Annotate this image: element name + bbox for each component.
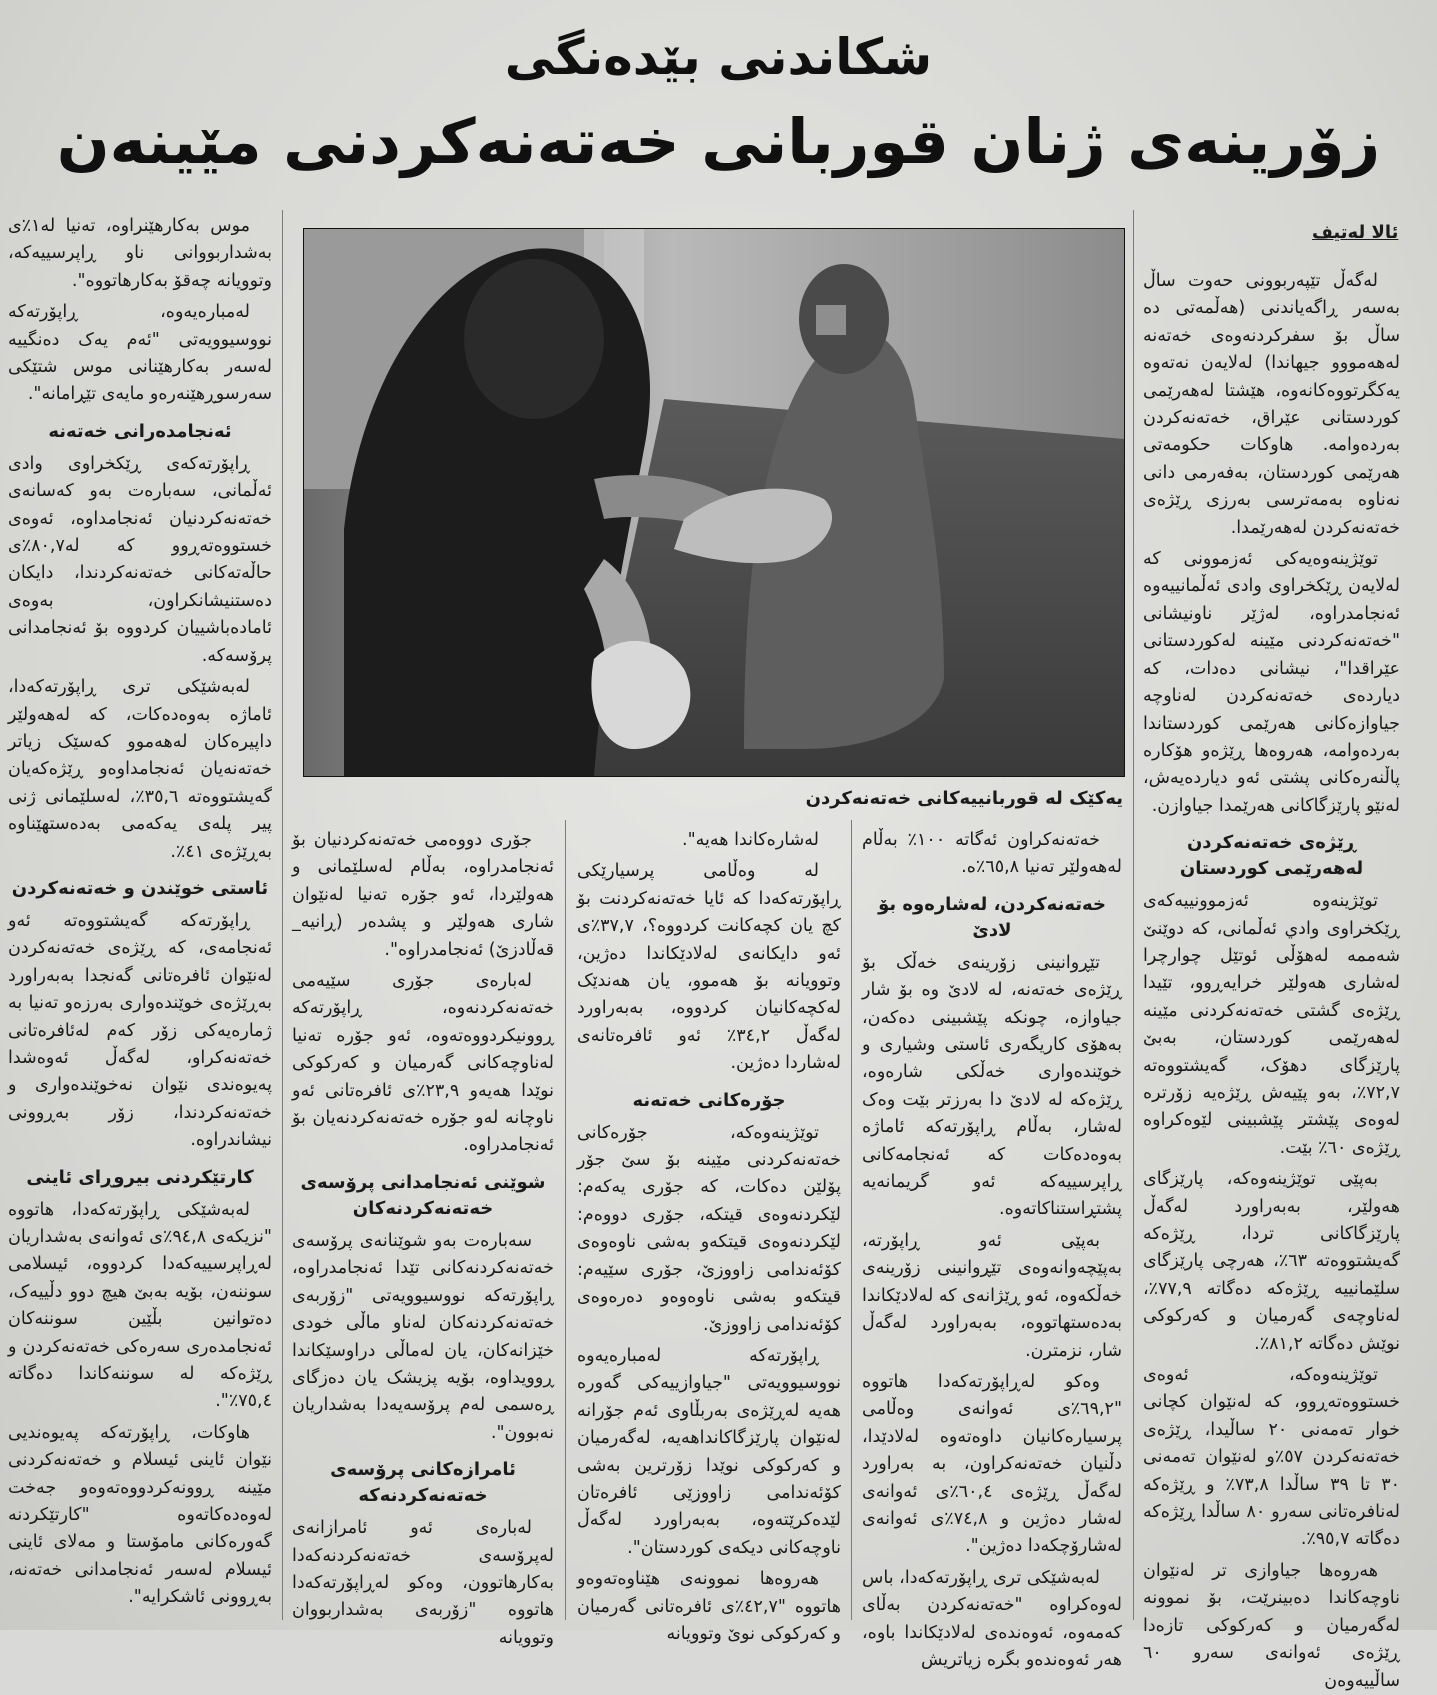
- paragraph: لەبەشێکی تری ڕاپۆرتەکەدا، ئاماژە بەوەدەکات، کە لەهەولێر داپیرەکان لەهەموو کەسێک زیاتر خەتەنەیان ئەنجامداوەو ڕێژەکەیان گەیشتووەتە ٣٥,٦٪، لەسلێمانی ژنی پیر پلەی یەکەمی بەدەستهێناوە بەڕێژەی ٤١٪.: [8, 677, 272, 862]
- photo-illustration: [304, 229, 1124, 776]
- section-heading: ڕێژەی خەتەنەکردن لەهەرێمی کوردستان: [1179, 832, 1364, 880]
- section-heading: کارتێکردنی بیروڕای ئاینی: [26, 1166, 254, 1188]
- paragraph: لەبەشێکی تری ڕاپۆرتەکەدا، باس لەوەکراوە "خەتەنەکردن بەڵای کەمەوە، ئەوەندەی لەلادێکاندا باوە، هەر ئەوەندەو بگرە زیاتریش: [862, 1567, 1122, 1670]
- paragraph: لەبارەی جۆری سێیەمی خەتەنەکردنەوە، ڕاپۆرتەکە ڕوونیکردووەتەوە، ئەو جۆرە تەنیا لەناوچەکانی گەرمیان و کەرکوکی نوێدا هەیەو ٢٣,٩٪ی ئافرەتانی ئەو ناوچانە لەو جۆرە خەتەنەکردنەیان بۆ ئەنجامدراوە.: [292, 971, 554, 1156]
- headline-line-1: شکاندنی بێدەنگی: [504, 28, 933, 86]
- paragraph: هاوکات، ڕاپۆرتەکە پەیوەندیی نێوان ئاینی ئیسلام و خەتەنەکردنی مێینە ڕوونەکردووەتەوەو جەخت لەوەدەکاتەوە "کارتێکردنە گەورەکانی مامۆستا و مەلای ئاینی ئیسلام لەسەر ئەنجامدانی خەتەنە، بەڕوونی ئاشکرایە".: [8, 1422, 272, 1608]
- section-heading: ئەنجامدەرانی خەتەنە: [48, 420, 232, 442]
- headline-line-2: زۆرینەی ژنان قوربانی خەتەنەکردنی مێینەن: [56, 105, 1381, 178]
- paragraph: لەگەڵ تێپەربوونی حەوت ساڵ بەسەر ڕاگەیاندنی (هەڵمەتی دە ساڵ بۆ سفرکردنەوەی خەتەنە لەهەمووو جیهاندا) لەلایەن نەتەوە یەکگرتووەکانەوە، هێشتا لەهەرێمی کوردستانی عێراق، خەتەنەکردن بەردەوامە. هاوکات حکومەتی هەرێمی کوردستان، بەفەرمی دانی نەناوە بەمەترسی بەرزی ڕێژەی خەتەنەکردن لەهەرێمدا.: [1143, 271, 1400, 538]
- article-column-5: [8, 213, 272, 1623]
- paragraph: هەروەها جیاوازی تر لەنێوان ناوچەکاندا دەبینرێت، بۆ نموونە لەگەرمیان و کەرکوکی تازەدا ڕێژەی ئەوانەی سەرو ٦٠ ساڵییەوەن: [1143, 1560, 1400, 1691]
- paragraph: توێژینەوە ئەزموونییەکەی ڕێکخراوی وادي ئەڵمانی، کە دوێنێ شەممە لەهۆڵی ئوتێل چوارچرا لەشاری هەولێر خرایەڕوو، تێیدا ڕێژەی گشتی خەتەنەکردنی مێینە لەهەرێمی کوردستان، بەبێ پارێزگای دهۆک، گەیشتووەتە ٧٢,٧٪، بەو پێیەش ڕێژەیە زۆرترە لەوەی پێشتر پێشبینی لێوەکراوە ڕێژەی ٦٠٪ بێت.: [1143, 891, 1400, 1158]
- paragraph: هەروەها نموونەی هێناوەتەوەو هاتووە "٤٢,٧٪ی ئافرەتانی گەرمیان و کەرکوکی نوێ وتوویانە: [577, 1569, 841, 1644]
- paragraph: لەبارەی ئەو ئامرازانەی لەپرۆسەی خەتەنەکردنەکەدا بەکارهاتوون، وەکو لەڕاپۆرتەکەدا هاتووە "زۆربەی بەشداربووان وتوویانە: [292, 1518, 554, 1648]
- section-heading: خەتەنەکردن، لەشارەوە بۆ لادێ: [878, 893, 1106, 941]
- column-rule: [282, 210, 283, 1620]
- paragraph: توێژینەوەیەکی ئەزموونی کە لەلایەن ڕێکخراوی وادی ئەڵمانییەوە ئەنجامدراوە، لەژێر ناونیشانی "خەتەنەکردنی مێینە لەکوردستانی عێراقدا"، نیشانی دەدات، کە دیاردەی خەتەنەکردن لەناوچە جیاوازەکانی هەرێمی کوردستاندا بەردەوامە، هەروەها ڕێژەو هۆکارە پاڵنەرەکانی پشتی ئەو دیاردەیەش، لەنێو پارێزگاکانی هەرێمدا جیاوازن.: [1143, 549, 1400, 816]
- paragraph: لەشارەکاندا هەیە".: [682, 830, 819, 850]
- paragraph: لە وەڵامی پرسیارێکی ڕاپۆرتەکەدا کە ئایا خەتەنەکردنت بۆ کچ یان کچەکانت کردووە؟، ٣٧,٧٪ی ئەو دایکانەی لەلادێکاندا دەژین، وتوویانە بۆ هەموو، یان هەندێک لەکچەکانیان کردووە، بەبەراورد لەگەڵ ٣٤,٢٪ ئەو ئافرەتانەی لەشاردا دەژین.: [577, 861, 841, 1074]
- article-column-4: [292, 827, 554, 1648]
- paragraph: خەتەنەکراون ئەگاتە ١٠٠٪ بەڵام لەهەولێر تەنیا ٦٥,٨٪ە.: [862, 830, 1122, 878]
- section-heading: ئاستی خوێندن و خەتەنەکردن: [11, 877, 269, 899]
- paragraph: تێڕوانینی زۆرینەی خەڵک بۆ ڕێژەی خەتەنە، لە لادێ وە بۆ شار جیاوازە، چونکە پێشبینی دەکەن، بەهۆی کاریگەری ئاستی وشیاری و خوێندەواری خەڵکی شارەوە، ڕێژەکە لە لادێ دا بەرزتر بێت وەک لەشار، بەڵام ڕاپۆرتەکە ئاماژە بەوەدەکات کە ئەنجامەکانی ڕاپرسییەکە ئەو گریمانەیە پشتڕاستناکاتەوە.: [862, 952, 1122, 1220]
- article-photo: [303, 228, 1125, 777]
- byline: ئالا لەتیف: [1312, 222, 1399, 243]
- paragraph: بەپێی ئەو ڕاپۆرتە، بەپێچەوانەوەی تێڕوانینی زۆرینەی خەڵکەوە، ئەو ڕێژانەی کە لەلادێکاندا بەدەستهاتووە، بەبەراورد لەگەڵ شار، نزمترن.: [862, 1230, 1122, 1361]
- paragraph: جۆری دووەمی خەتەنەکردنیان بۆ ئەنجامدراوە، بەڵام لەسلێمانی و هەولێردا، ئەو جۆرە تەنیا لەنێوان شاری هەولێر و پشدەر (ڕانیە_ قەڵادزێ) ئەنجامدراوە".: [292, 830, 554, 960]
- paragraph: ڕاپۆرتەکە لەمبارەیەوە نووسیوویەتی "جیاوازییەکی گەورە هەیە لەڕێژەی بەربڵاوی ئەم جۆرانە لەنێوان پارێزگاکانداهەیە، لەگەرمیان و کەرکوکی نوێدا زۆرترین بەشی کۆئەندامی زاووزێی ئافرەتان لێدەکرێتەوە، بەبەراورد لەگەڵ ناوچەکانی دیکەی کوردستان".: [577, 1345, 841, 1558]
- column-rule: [851, 820, 852, 1620]
- paragraph: لەمبارەیەوە، ڕاپۆرتەکە نووسیوویەتی "ئەم یەک دەنگییە لەسەر بەکارهێنانی موس شتێکی سەرسوڕهێنەرەو مایەی تێڕامانە".: [8, 302, 272, 405]
- paragraph: لەبەشێکی ڕاپۆرتەکەدا، هاتووە "نزیکەی ٩٤,٨٪ی ئەوانەی بەشداریان لەڕاپرسییەکەدا کردووە، ئیسلامی سوننەن، بۆیە بەبێ هیچ دوو دڵییەک، دەتوانین بڵێین سوننەکان ئەنجامدەری سەرەکی خەتەنەکردن و ڕێژەکە لە سوننەکاندا دەگاتە ٧٥,٤٪".: [8, 1199, 272, 1412]
- section-heading: جۆرەکانی خەتەنە: [632, 1089, 786, 1111]
- paragraph: وەکو لەڕاپۆرتەکەدا هاتووە "٦٩,٢٪ی ئەوانەی وەڵامی پرسیارەکانیان داوەتەوە لەلادێدا، دڵنیان خەتەنەکراون، بە بەراورد لەگەڵ ڕێژەی ٦٠,٤٪ی ئەوانەی لەشار دەژین و ٧٤,٨٪ی ئەوانەی لەشارۆچکەدا دەژین".: [862, 1371, 1122, 1557]
- paragraph: ڕاپۆرتەکەی ڕێکخراوی وادی ئەڵمانی، سەبارەت بەو کەسانەی خەتەنەکردنیان ئەنجامداوە، ئەوەی خستووەتەڕوو کە لە٨٠,٧٪ی حاڵەتەکانی خەتەنەکردندا، دایکان دەستنیشانکراون، بەوەی ئامادەباشییان کردووە بۆ ئەنجامدانی پرۆسەکە.: [8, 453, 272, 666]
- column-rule: [565, 820, 566, 1620]
- section-heading: ئامرازەکانی پرۆسەی خەتەنەکردنەکە: [330, 1459, 516, 1507]
- photo-caption: یەکێک لە قوربانییەکانی خەتەنەکردن: [805, 788, 1123, 809]
- paragraph: بەپێی توێژینەوەکە، پارێزگای هەولێر، بەبەراورد لەگەڵ پارێزگاکانی تردا، ڕێژەکە گەیشتووەتە ٦٣٪، هەرچی پارێزگای سلێمانییە ڕێژەکە دەگاتە ٧٧,٩٪، لەناوچەی گەرمیان و کەرکوکی نوێش دەگاتە ٨١,٢٪.: [1143, 1169, 1400, 1354]
- article-column-3: [577, 827, 841, 1644]
- paragraph: سەبارەت بەو شوێنانەی پرۆسەی خەتەنەکردنەکانی تێدا ئەنجامدراوە، ڕاپۆرتەکە نووسیوویەتی "زۆربەی خەتەنەکردنەکان لەناو ماڵی خودی خێزانەکان، یان لەماڵی دراوسێکاندا ڕوویداوە، بۆیە پزیشک یان دەزگای ڕەسمی لەم پرۆسەیەدا بەشداریان نەبوون".: [292, 1230, 554, 1443]
- article-column-1: [1143, 268, 1401, 1691]
- article-column-2: [862, 827, 1122, 1670]
- paragraph: توێژینەوەکە، جۆرەکانی خەتەنەکردنی مێینە بۆ سێ جۆر پۆلێن دەکات، کە جۆری یەکەم: لێکردنەوەی قیتکە، جۆری دووەم: لێکردنەوەی قیتکەو بەشی ناوەوەی کۆئەندامی زاووزێ، جۆری سێیەم: قیتکەو بەشی ناوەوەو دەرەوەی کۆئەندامی زاووزێ.: [577, 1122, 841, 1335]
- paragraph: توێژینەوەکە، ئەوەی خستووەتەڕوو، کە لەنێوان کچانی خوار تەمەنی ٢٠ ساڵیدا، ڕێژەی خەتەنەکردن ٥٧٪و لەنێوان تەمەنی ٣٠ تا ٣٩ ساڵدا ٧٣,٨٪ و ڕێژەکە لەنافرەتانی سەرو ٨٠ ساڵدا ڕێژەکە دەگاتە ٩٥,٧٪.: [1143, 1365, 1401, 1550]
- paragraph: ڕاپۆرتەکە گەیشتووەتە ئەو ئەنجامەی، کە ڕێژەی خەتەنەکردن لەنێوان ئافرەتانی گەنجدا بەبەراورد بەڕێژەی خوێندەواری بەرزەو تەنیا بە ژمارەیەکی زۆر کەم لەئافرەتانی خەتەنەکراو، لەگەڵ ئەوەشدا پەیوەندی نێوان نەخوێندەواری و خەتەنەکردندا، زۆر بەڕوونی نیشاندراوە.: [8, 910, 272, 1151]
- paragraph: موس بەکارهێنراوە، تەنیا لە١٪ی بەشداربووانی ناو ڕاپرسییەکە، وتوویانە چەقۆ بەکارهاتووە".: [8, 216, 272, 291]
- section-heading: شوێنی ئەنجامدانی پرۆسەی خەتەنەکردنەکان: [300, 1171, 546, 1219]
- column-rule: [1133, 210, 1134, 1620]
